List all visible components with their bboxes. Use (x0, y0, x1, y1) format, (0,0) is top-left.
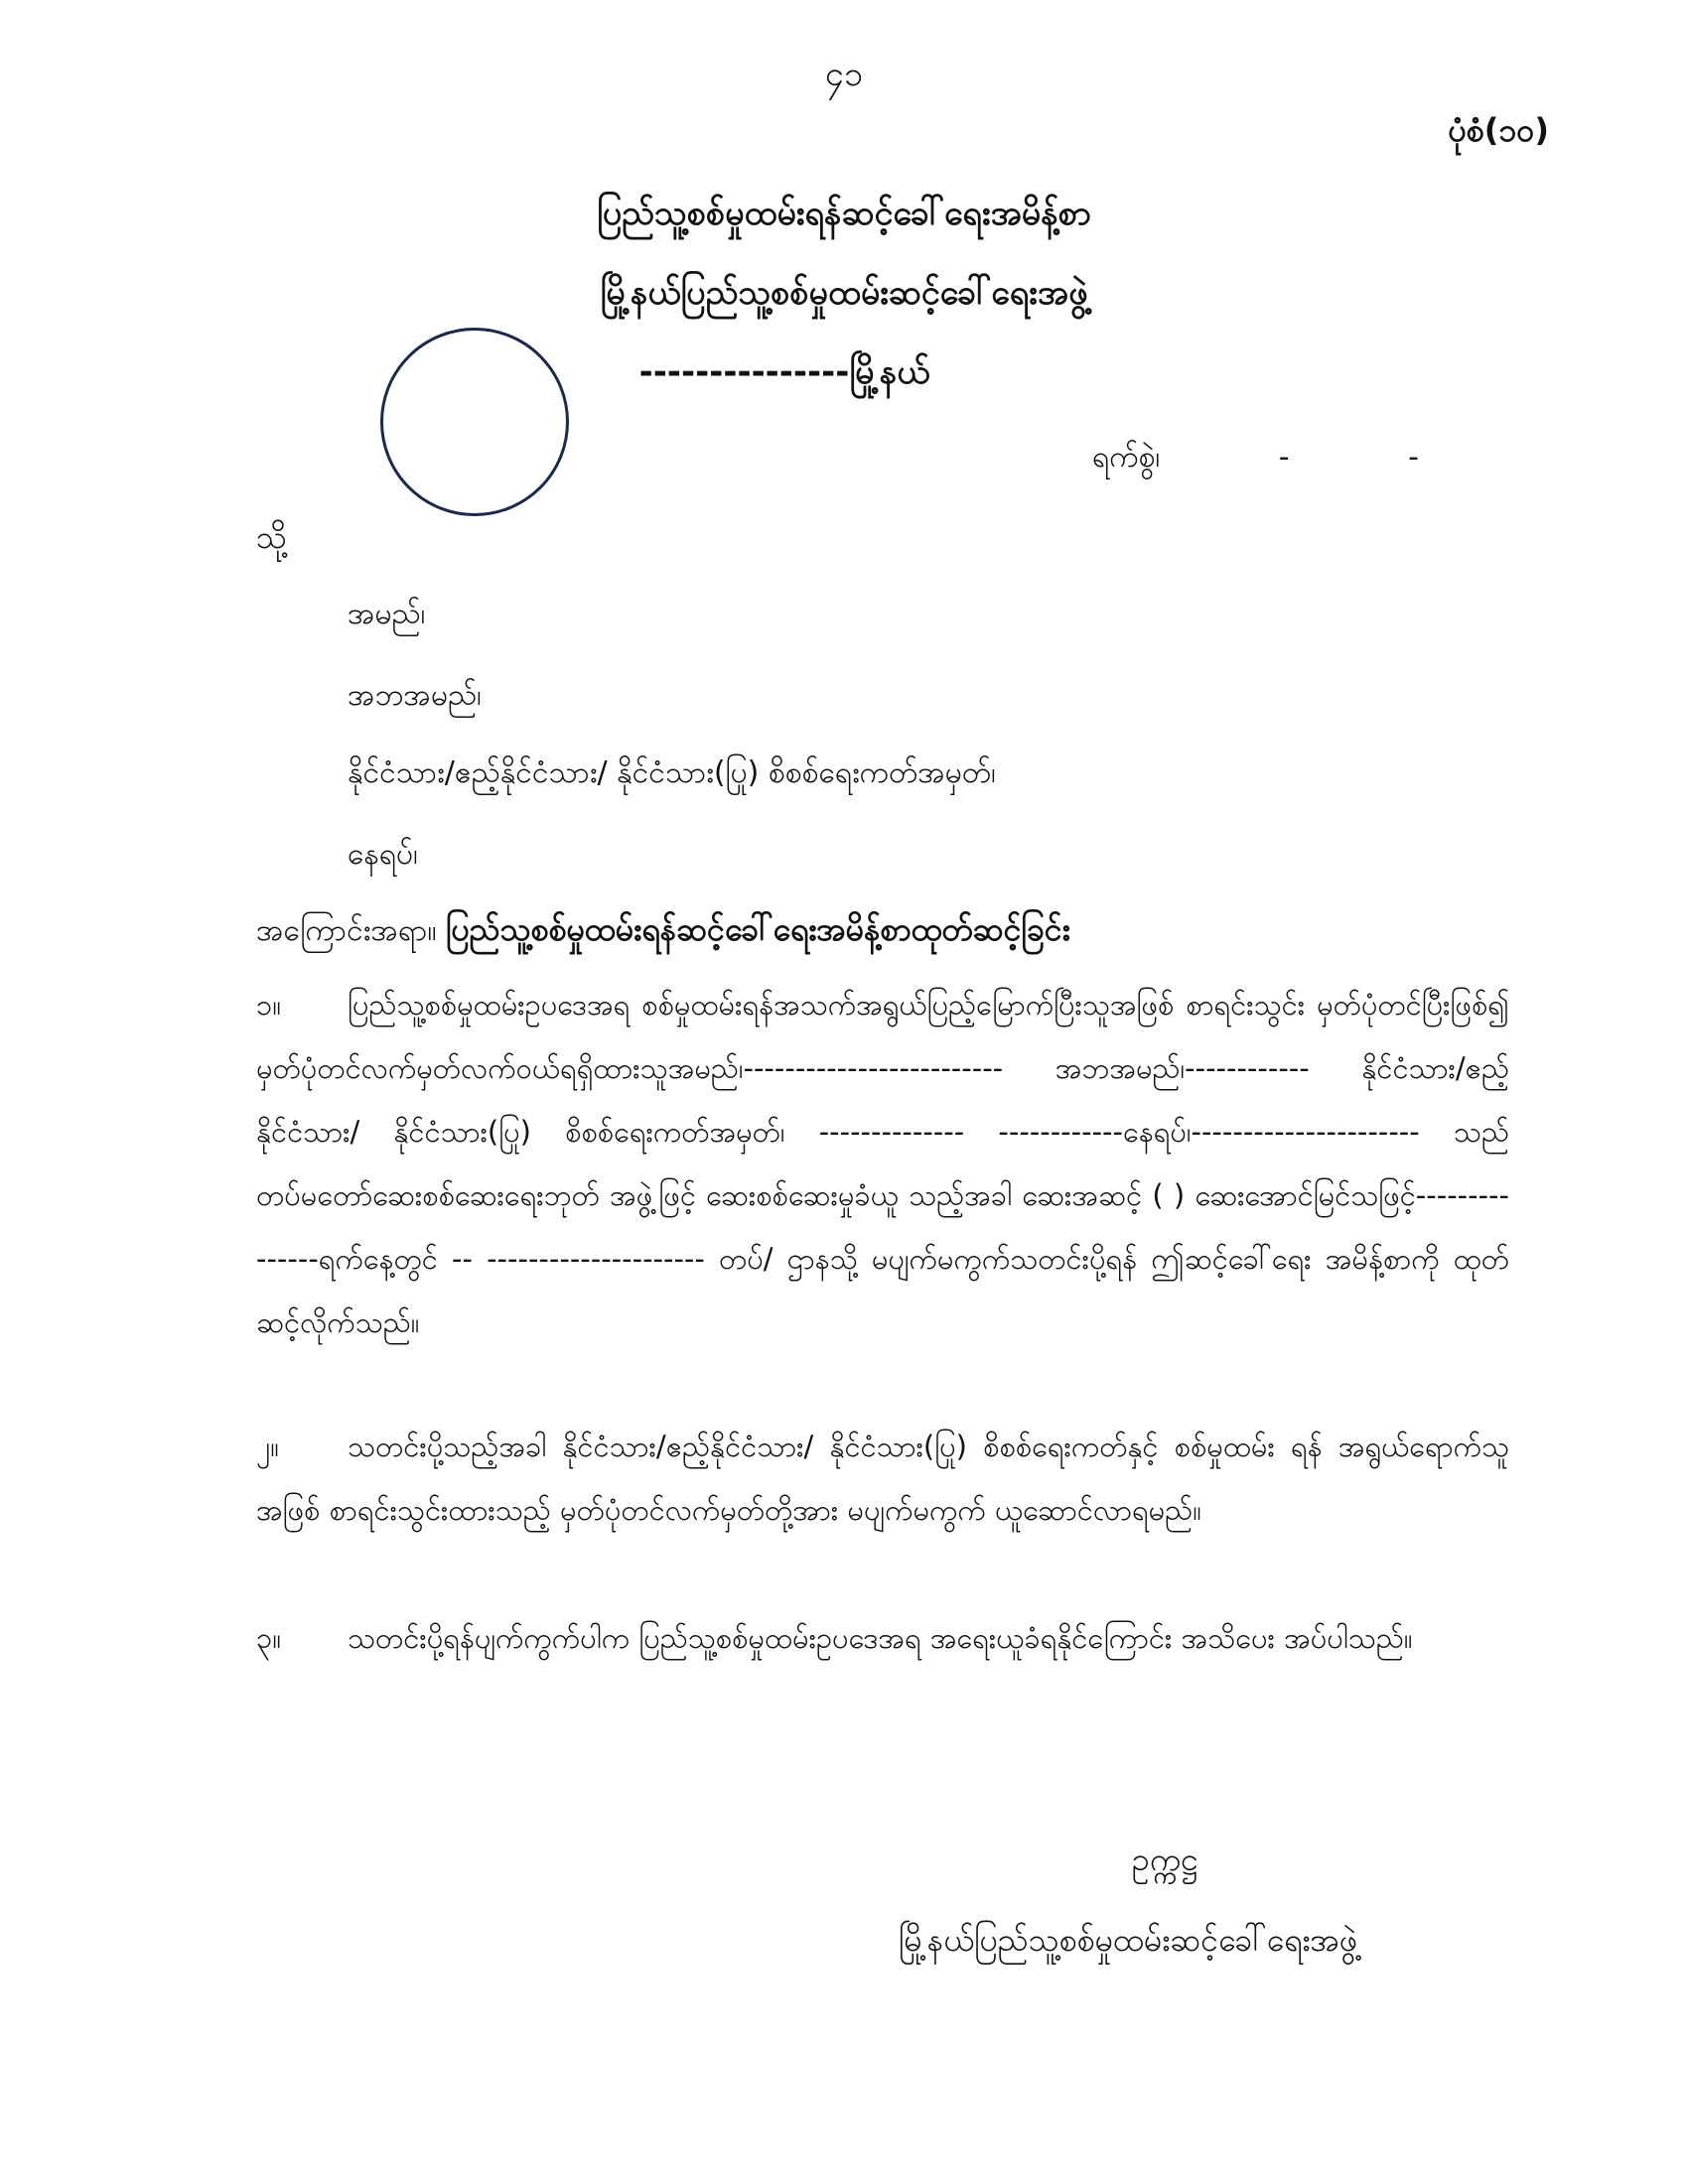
paragraph-2 (256, 1415, 1509, 1542)
date-label: ရက်စွဲ၊ (1092, 440, 1161, 475)
paragraph-3 (256, 1606, 1509, 1670)
recipient-father-name-field: အဘအမည်၊ (348, 678, 482, 713)
recipient-to: သို့ (256, 518, 287, 556)
recipient-address-field: နေရပ်၊ (348, 837, 418, 872)
paragraph-1 (256, 973, 1509, 1354)
subject-label: အကြောင်းအရာ။ (256, 913, 437, 948)
recipient-name-field: အမည်၊ (348, 597, 426, 631)
paragraph-number: ၁။ (256, 988, 282, 1022)
issuing-office: မြို့နယ်ပြည်သူ့စစ်မှုထမ်းဆင့်ခေါ်ရေးအဖွဲ့ (600, 273, 1088, 313)
date-separator: - (1278, 440, 1290, 475)
paragraph-text: ပြည်သူ့စစ်မှုထမ်းဥပဒေအရ စစ်မှုထမ်းရန်အသက်အရွယ်ပြည့်မြောက်ပြီးသူအဖြစ် စာရင်းသွင်း မှတ်ပုံတင်ပြီးဖြစ်၍ မှတ်ပုံတင်လက်မှတ်လက်ဝယ်ရရှိထားသူအမည်၊------------------------- အဘအမည်၊------------ နိုင်ငံသား/ဧည့်နိုင်ငံသား/ နိုင်ငံသား(ပြု) စိစစ်ရေးကတ်အမှတ်၊ -------------- ------------နေရပ်၊---------------------- သည် တပ်မတော်ဆေးစစ်ဆေးရေးဘုတ် အဖွဲ့ဖြင့် ဆေးစစ်ဆေးမှုခံယူ သည့်အခါ ဆေးအဆင့် ( ) ဆေးအောင်မြင်သဖြင့်---------------ရက်နေ့တွင် -- --------------------- တပ်/ ဌာနသို့ မပျက်မကွက်သတင်းပို့ရန် ဤဆင့်ခေါ်ရေး အမိန့်စာကို ထုတ်ဆင့်လိုက်သည်။ (256, 988, 1509, 1339)
township-line: ---------------မြို့နယ် (638, 352, 930, 392)
paragraph-number: ၃။ (256, 1621, 282, 1655)
seal-circle (380, 328, 569, 516)
date-line (1092, 437, 1419, 481)
paragraph-number: ၂။ (256, 1430, 280, 1463)
page-number: ၄၁ (824, 55, 864, 94)
signatory-title: ဥက္ကဋ္ဌ (1132, 1841, 1198, 1878)
date-separator: - (1408, 440, 1419, 475)
document-title: ပြည်သူ့စစ်မှုထမ်းရန်ဆင့်ခေါ်ရေးအမိန့်စာ (597, 194, 1091, 233)
paragraph-text: သတင်းပို့သည့်အခါ နိုင်ငံသား/ဧည့်နိုင်ငံသား/ နိုင်ငံသား(ပြု) စိစစ်ရေးကတ်နှင့် စစ်မှုထမ်း ရန် အရွယ်ရောက်သူအဖြစ် စာရင်းသွင်းထားသည့် မှတ်ပုံတင်လက်မှတ်တို့အား မပျက်မကွက် ယူဆောင်လာရမည်။ (256, 1430, 1509, 1527)
form-number: ပုံစံ(၁၀) (1448, 111, 1549, 149)
subject-text: ပြည်သူ့စစ်မှုထမ်းရန်ဆင့်ခေါ်ရေးအမိန့်စာထုတ်ဆင့်ခြင်း (446, 910, 1070, 948)
signatory-organization: မြို့နယ်ပြည်သူ့စစ်မှုထမ်းဆင့်ခေါ်ရေးအဖွဲ့ (899, 1921, 1358, 1959)
paragraph-text: သတင်းပို့ရန်ပျက်ကွက်ပါက ပြည်သူ့စစ်မှုထမ်းဥပဒေအရ အရေးယူခံရနိုင်ကြောင်း အသိပေး အပ်ပါသည်။ (348, 1621, 1413, 1655)
recipient-id-card-field: နိုင်ငံသား/ဧည့်နိုင်ငံသား/ နိုင်ငံသား(ပြု) စိစစ်ရေးကတ်အမှတ်၊ (348, 755, 996, 790)
subject-line (256, 908, 1507, 956)
